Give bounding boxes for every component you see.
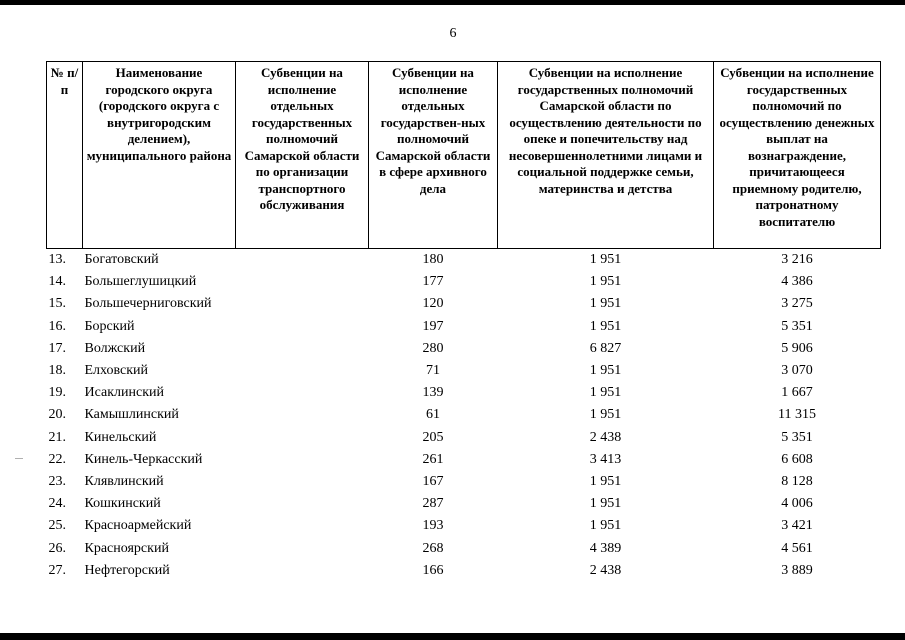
municipality-name: Кошкинский <box>84 496 161 512</box>
foster-value: 1 667 <box>781 385 813 401</box>
archive-value: 167 <box>422 473 444 489</box>
archive-value: 287 <box>422 496 444 512</box>
municipality-name: Елховский <box>84 363 149 379</box>
archive-value: 61 <box>426 407 440 423</box>
foster-value: 5 351 <box>781 429 813 445</box>
archive-value: 166 <box>422 562 444 578</box>
header-foster-subvention: Субвенции на исполнение государственных полномочий по осуществлению денежных выплат на вознаграждение, причитающееся приемному родителю, патронатному воспитателю <box>714 62 881 249</box>
guardianship-value: 2 438 <box>589 562 622 578</box>
archive-value: 193 <box>422 518 444 534</box>
table-row <box>47 404 881 426</box>
municipality-name: Кинель-Черкасский <box>84 451 203 467</box>
table-body <box>47 249 881 582</box>
foster-value: 4 006 <box>781 496 813 512</box>
page-number: 6 <box>449 26 457 41</box>
transport-value <box>236 560 369 582</box>
foster-value: 5 906 <box>781 340 813 356</box>
row-number: 22. <box>48 451 66 467</box>
archive-value: 205 <box>422 429 444 445</box>
row-number: 20. <box>48 407 66 423</box>
guardianship-value: 1 951 <box>589 252 622 268</box>
header-municipality-name: Наименование городского округа (городского округа с внутригородским делением), муниципального района <box>83 62 236 249</box>
guardianship-value: 1 951 <box>589 496 622 512</box>
row-number: 13. <box>48 252 66 268</box>
guardianship-value: 1 951 <box>589 407 622 423</box>
guardianship-value: 1 951 <box>589 385 622 401</box>
municipality-name: Клявлинский <box>84 473 164 489</box>
table-row <box>47 293 881 315</box>
row-number: 15. <box>48 296 66 312</box>
transport-value <box>236 471 369 493</box>
guardianship-value: 1 951 <box>589 518 622 534</box>
row-number: 27. <box>48 562 66 578</box>
municipality-name: Большеглушицкий <box>84 274 197 290</box>
table-row <box>47 560 881 582</box>
foster-value: 5 351 <box>781 318 813 334</box>
municipality-name: Большечерниговский <box>84 296 212 312</box>
foster-value: 3 889 <box>781 562 813 578</box>
foster-value: 11 315 <box>778 407 816 423</box>
foster-value: 3 275 <box>781 296 813 312</box>
guardianship-value: 1 951 <box>589 318 622 334</box>
table-row <box>47 382 881 404</box>
table-row <box>47 271 881 293</box>
archive-value: 177 <box>422 274 444 290</box>
guardianship-value: 1 951 <box>589 274 622 290</box>
table-row <box>47 360 881 382</box>
transport-value <box>236 493 369 515</box>
archive-value: 261 <box>422 451 444 467</box>
archive-value: 268 <box>422 540 444 556</box>
municipality-name: Нефтегорский <box>84 562 170 578</box>
transport-value <box>236 404 369 426</box>
transport-value <box>236 249 369 272</box>
transport-value <box>236 316 369 338</box>
foster-value: 8 128 <box>781 473 813 489</box>
header-number: № п/п <box>47 62 83 249</box>
header-transport-subvention: Субвенции на исполнение отдельных государственных полномочий Самарской области по организации транспортного обслуживания <box>236 62 369 249</box>
table-row <box>47 316 881 338</box>
header-archive-subvention: Субвенции на исполнение отдельных государствен-ных полномочий Самарской области в сфере архивного дела <box>369 62 498 249</box>
transport-value <box>236 515 369 537</box>
transport-value <box>236 427 369 449</box>
archive-value: 120 <box>422 296 444 312</box>
row-number: 25. <box>48 518 66 534</box>
row-number: 19. <box>48 385 66 401</box>
subventions-table <box>46 61 881 582</box>
guardianship-value: 1 951 <box>589 363 622 379</box>
row-number: 14. <box>48 274 66 290</box>
foster-value: 3 421 <box>781 518 813 534</box>
table-row <box>47 537 881 559</box>
scan-mark <box>15 458 23 459</box>
top-border-rule <box>0 0 905 5</box>
municipality-name: Красноармейский <box>84 518 192 534</box>
municipality-name: Красноярский <box>84 540 169 556</box>
archive-value: 197 <box>422 318 444 334</box>
foster-value: 4 561 <box>781 540 813 556</box>
archive-value: 71 <box>426 363 440 379</box>
table-header <box>47 62 881 249</box>
row-number: 23. <box>48 473 66 489</box>
municipality-name: Волжский <box>84 340 146 356</box>
table-row <box>47 515 881 537</box>
row-number: 26. <box>48 540 66 556</box>
table-row <box>47 493 881 515</box>
table-row <box>47 338 881 360</box>
guardianship-value: 1 951 <box>589 473 622 489</box>
archive-value: 180 <box>422 252 444 268</box>
transport-value <box>236 449 369 471</box>
guardianship-value: 4 389 <box>589 540 622 556</box>
transport-value <box>236 360 369 382</box>
row-number: 17. <box>48 340 66 356</box>
foster-value: 3 216 <box>781 252 813 268</box>
transport-value <box>236 338 369 360</box>
foster-value: 3 070 <box>781 363 813 379</box>
foster-value: 6 608 <box>781 451 813 467</box>
municipality-name: Богатовский <box>84 252 159 268</box>
table-row <box>47 427 881 449</box>
transport-value <box>236 271 369 293</box>
municipality-name: Исаклинский <box>84 385 164 401</box>
municipality-name: Камышлинский <box>84 407 179 423</box>
table-row <box>47 471 881 493</box>
bottom-border-rule <box>0 633 905 640</box>
archive-value: 280 <box>422 340 444 356</box>
table-row <box>47 249 881 272</box>
row-number: 16. <box>48 318 66 334</box>
transport-value <box>236 293 369 315</box>
transport-value <box>236 537 369 559</box>
row-number: 24. <box>48 496 66 512</box>
municipality-name: Борский <box>84 318 135 334</box>
header-row <box>47 62 881 249</box>
guardianship-value: 1 951 <box>589 296 622 312</box>
guardianship-value: 6 827 <box>589 340 622 356</box>
archive-value: 139 <box>422 385 444 401</box>
municipality-name: Кинельский <box>84 429 157 445</box>
guardianship-value: 2 438 <box>589 429 622 445</box>
guardianship-value: 3 413 <box>589 451 622 467</box>
table-row <box>47 449 881 471</box>
foster-value: 4 386 <box>781 274 813 290</box>
transport-value <box>236 382 369 404</box>
row-number: 18. <box>48 363 66 379</box>
header-guardianship-subvention: Субвенции на исполнение государственных полномочий Самарской области по осуществлению деятельности по опеке и попечительству над несовершеннолетними лицами и социальной поддержке семьи, материнства и детства <box>498 62 714 249</box>
row-number: 21. <box>48 429 66 445</box>
